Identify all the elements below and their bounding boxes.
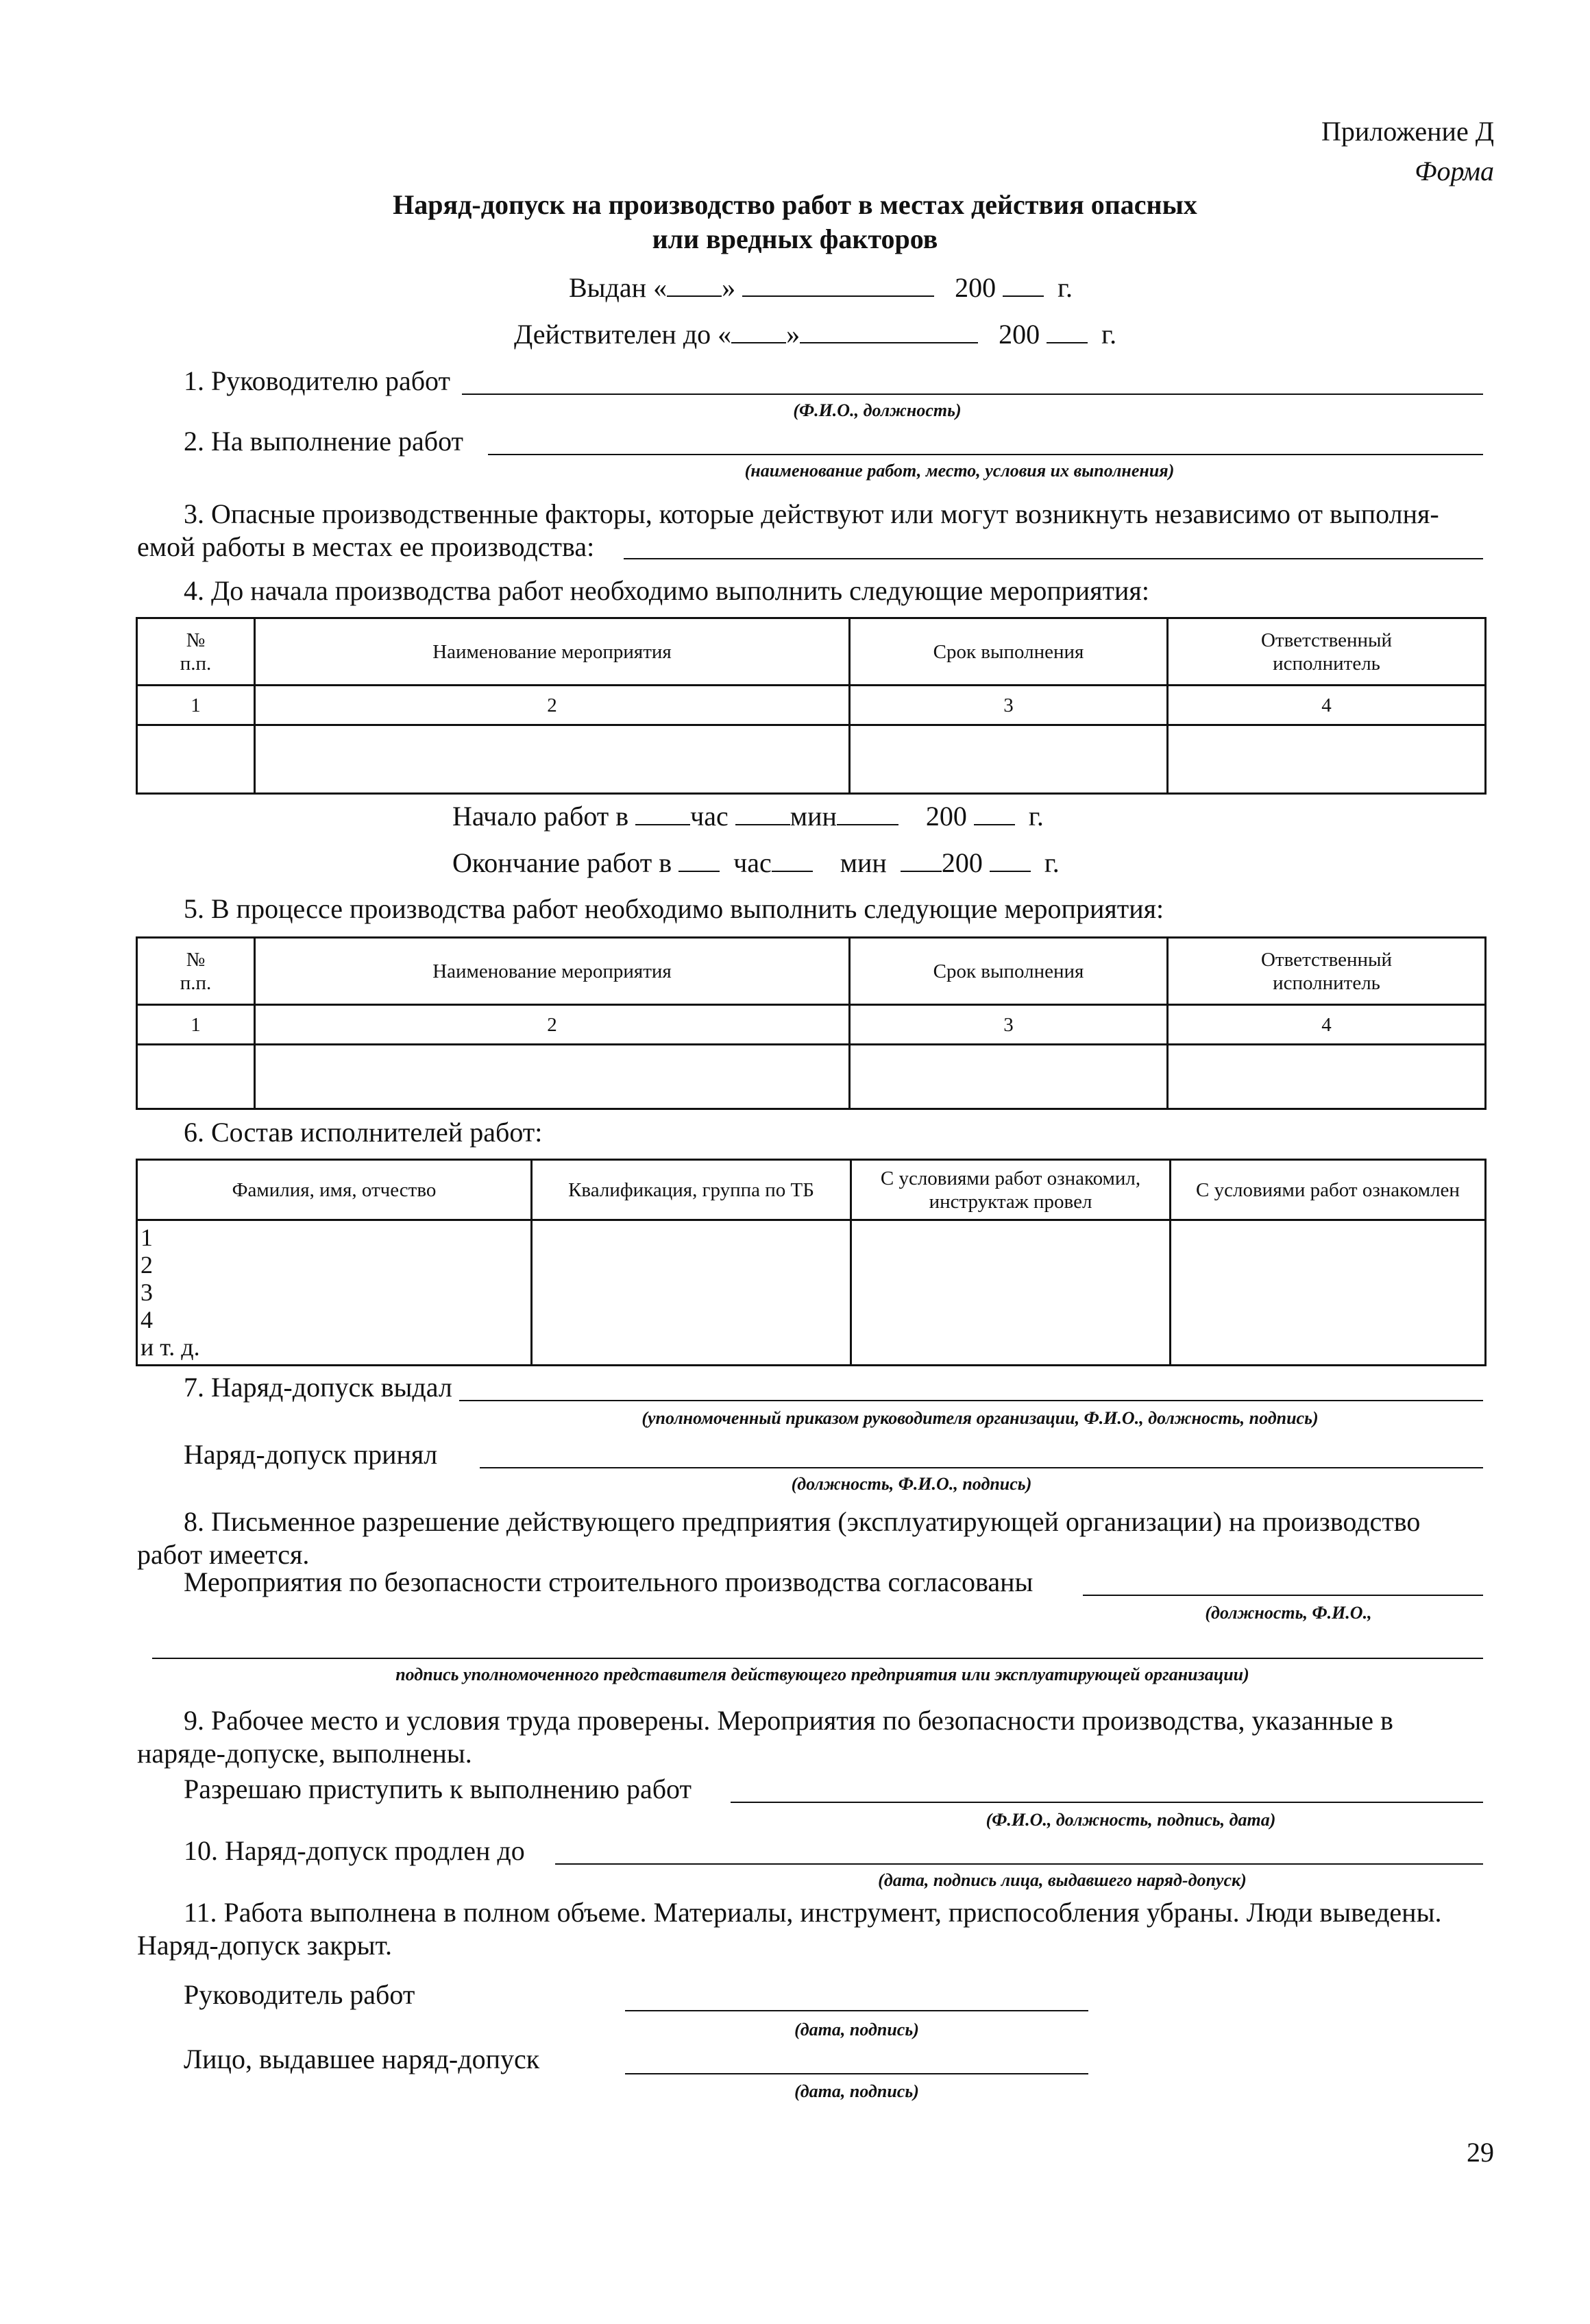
item9-line1: 9. Рабочее место и условия труда проверены. Мероприятия по безопасности производства, указанные в (184, 1705, 1393, 1736)
permit-label: Разрешаю приступить к выполнению работ (184, 1774, 692, 1804)
agreed-label: Мероприятия по безопасности строительного производства согласованы (184, 1566, 1034, 1597)
end-time-line (452, 846, 1060, 880)
measures-during-table (136, 936, 1487, 1110)
table-empty-cell[interactable] (850, 725, 1168, 794)
end-label: Окончание работ в (452, 847, 672, 878)
staff-header-instructed: С условиями работ ознакомил, инструктаж провел (851, 1160, 1171, 1220)
item7-caption: (уполномоченный приказом руководителя организации, Ф.И.О., должность, подпись) (641, 1408, 1319, 1428)
issuer-caption: (дата, подпись) (794, 2081, 919, 2101)
valid-date-line (514, 317, 1116, 351)
issued-year-prefix: 200 (955, 272, 996, 303)
end-hour-label: час (733, 847, 772, 878)
column-number-cell: 1 (137, 686, 255, 725)
permit-caption: (Ф.И.О., должность, подпись, дата) (986, 1810, 1276, 1830)
column-number-cell: 2 (255, 686, 850, 725)
end-minute-label: мин (840, 847, 887, 878)
table-empty-cell[interactable] (1168, 1045, 1486, 1109)
accepted-label: Наряд-допуск принял (184, 1439, 438, 1470)
agreed-field-2[interactable] (152, 1658, 1483, 1659)
valid-label: Действителен до « (514, 319, 732, 350)
start-year-field[interactable] (974, 799, 1015, 825)
manager-label: Руководитель работ (184, 1979, 415, 2010)
issuer-label: Лицо, выдавшее наряд-допуск (184, 2044, 540, 2074)
end-hour-field[interactable] (678, 846, 720, 872)
start-minute-label: мин (790, 801, 837, 832)
start-label: Начало работ в (452, 801, 629, 832)
start-date-field[interactable] (837, 799, 898, 825)
item1-caption: (Ф.И.О., должность) (793, 400, 962, 420)
staff-header-qualification: Квалификация, группа по ТБ (532, 1160, 851, 1220)
agreed-caption1: (должность, Ф.И.О., (1205, 1603, 1372, 1623)
item3-line1: 3. Опасные производственные факторы, которые действуют или могут возникнуть независимо от выполня- (184, 498, 1439, 529)
accepted-field[interactable] (480, 1467, 1483, 1468)
end-year-field[interactable] (990, 846, 1031, 872)
staff-header-name: Фамилия, имя, отчество (137, 1160, 532, 1220)
table-header-number: № п.п. (137, 618, 255, 686)
item8-line2: работ имеется. (137, 1539, 310, 1570)
column-number-cell: 4 (1168, 1005, 1486, 1045)
valid-quote: » (786, 319, 800, 350)
item1-field[interactable] (462, 394, 1483, 395)
table-empty-cell[interactable] (851, 1220, 1171, 1366)
agreed-caption2: подпись уполномоченного представителя действующего предприятия или эксплуатирующей организации) (395, 1665, 1249, 1684)
valid-day-field[interactable] (731, 317, 786, 343)
end-year-suffix: г. (1044, 847, 1060, 878)
item7-field[interactable] (459, 1400, 1483, 1401)
item11-line1: 11. Работа выполнена в полном объеме. Материалы, инструмент, приспособления убраны. Люди выведены. (184, 1897, 1442, 1928)
start-time-line (452, 799, 1044, 833)
document-title-line2: или вредных факторов (652, 223, 938, 254)
list-item: 3 (140, 1279, 153, 1306)
item11-line2: Наряд-допуск закрыт. (137, 1930, 392, 1961)
issued-label: Выдан « (569, 272, 668, 303)
table-header-name: Наименование мероприятия (255, 938, 850, 1005)
staff-row-numbers[interactable] (137, 1220, 532, 1366)
document-title-line1: Наряд-допуск на производство работ в местах действия опасных (393, 189, 1197, 220)
item10-field[interactable] (555, 1863, 1483, 1865)
start-hour-label: час (690, 801, 729, 832)
table-header-deadline: Срок выполнения (850, 618, 1168, 686)
valid-year-prefix: 200 (999, 319, 1040, 350)
valid-year-suffix: г. (1101, 319, 1117, 350)
item9-line2: наряде-допуске, выполнены. (137, 1738, 472, 1769)
item7-label: 7. Наряд-допуск выдал (184, 1372, 452, 1403)
item6-label: 6. Состав исполнителей работ: (184, 1117, 543, 1148)
table-empty-cell[interactable] (255, 725, 850, 794)
column-number-cell: 1 (137, 1005, 255, 1045)
item8-line1: 8. Письменное разрешение действующего предприятия (эксплуатирующей организации) на производство (184, 1506, 1421, 1537)
start-year-prefix: 200 (925, 801, 967, 832)
table-header-responsible: Ответственный исполнитель (1168, 618, 1486, 686)
start-minute-field[interactable] (735, 799, 790, 825)
end-year-prefix: 200 (941, 847, 983, 878)
issuer-signature-field[interactable] (625, 2073, 1088, 2074)
table-header-name: Наименование мероприятия (255, 618, 850, 686)
list-item: 1 (140, 1224, 153, 1251)
item2-field[interactable] (488, 454, 1483, 455)
end-date-field[interactable] (901, 846, 942, 872)
start-hour-field[interactable] (635, 799, 690, 825)
column-number-cell: 4 (1168, 686, 1486, 725)
item3-field[interactable] (624, 558, 1483, 559)
staff-header-acknowledged: С условиями работ ознакомлен (1171, 1160, 1486, 1220)
table-empty-cell[interactable] (137, 725, 255, 794)
table-header-responsible: Ответственный исполнитель (1168, 938, 1486, 1005)
table-empty-cell[interactable] (850, 1045, 1168, 1109)
page-number: 29 (1467, 2137, 1494, 2168)
item2-label: 2. На выполнение работ (184, 426, 464, 457)
table-empty-cell[interactable] (1168, 725, 1486, 794)
item3-line2: емой работы в местах ее производства: (137, 531, 595, 562)
issued-quote: » (722, 272, 736, 303)
column-number-cell: 3 (850, 686, 1168, 725)
item10-caption: (дата, подпись лица, выдавшего наряд-допуск) (878, 1870, 1247, 1890)
manager-caption: (дата, подпись) (794, 2020, 919, 2039)
item2-caption: (наименование работ, место, условия их выполнения) (744, 461, 1175, 481)
table-empty-cell[interactable] (532, 1220, 851, 1366)
table-header-deadline: Срок выполнения (850, 938, 1168, 1005)
list-item: 4 (140, 1306, 153, 1333)
list-item: и т. д. (140, 1333, 200, 1361)
start-year-suffix: г. (1028, 801, 1044, 832)
item4-label: 4. До начала производства работ необходимо выполнить следующие мероприятия: (184, 575, 1149, 606)
column-number-cell: 3 (850, 1005, 1168, 1045)
end-minute-field[interactable] (772, 846, 813, 872)
issued-date-line (569, 271, 1073, 304)
valid-year-field[interactable] (1047, 317, 1088, 343)
list-item: 2 (140, 1251, 153, 1279)
item5-label: 5. В процессе производства работ необходимо выполнить следующие мероприятия: (184, 893, 1164, 924)
agreed-field[interactable] (1083, 1595, 1483, 1596)
table-header-number: № п.п. (137, 938, 255, 1005)
issued-day-field[interactable] (667, 271, 722, 297)
appendix-label: Приложение Д (1321, 116, 1494, 147)
issued-year-field[interactable] (1003, 271, 1044, 297)
item1-label: 1. Руководителю работ (184, 365, 451, 396)
permit-field[interactable] (731, 1802, 1483, 1803)
issued-year-suffix: г. (1057, 272, 1073, 303)
table-empty-cell[interactable] (255, 1045, 850, 1109)
table-empty-cell[interactable] (137, 1045, 255, 1109)
staff-table (136, 1159, 1487, 1366)
table-empty-cell[interactable] (1171, 1220, 1486, 1366)
item10-label: 10. Наряд-допуск продлен до (184, 1835, 525, 1866)
form-label: Форма (1415, 156, 1494, 186)
accepted-caption: (должность, Ф.И.О., подпись) (791, 1474, 1032, 1494)
column-number-cell: 2 (255, 1005, 850, 1045)
manager-signature-field[interactable] (625, 2010, 1088, 2011)
issued-month-field[interactable] (742, 271, 934, 297)
measures-before-table (136, 617, 1487, 795)
valid-month-field[interactable] (800, 317, 978, 343)
